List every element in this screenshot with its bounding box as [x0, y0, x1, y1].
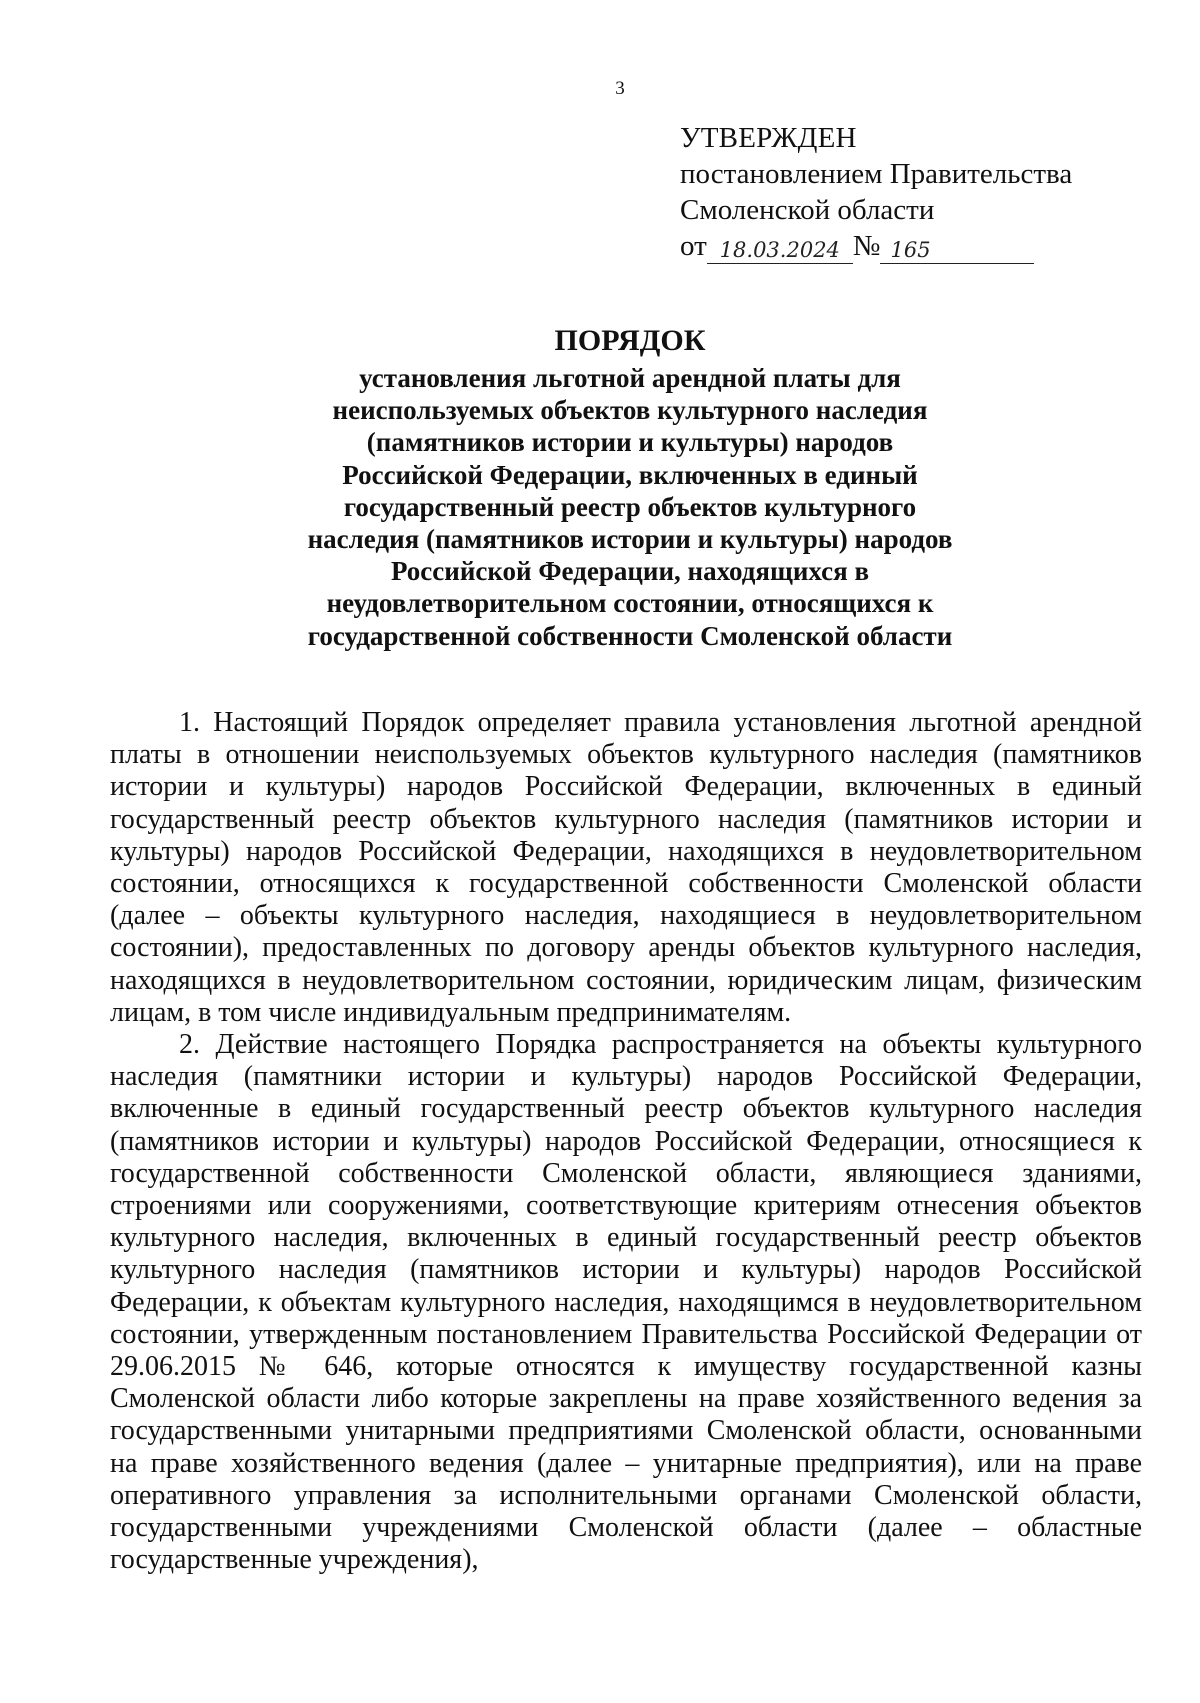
handwritten-date: 18.03.2024: [707, 237, 853, 264]
title-subtitle-line: неудовлетворительном состоянии, относящихся к: [326, 588, 934, 619]
approval-stamp-block: [680, 120, 1140, 264]
title-subtitle-line: государственной собственности Смоленской области: [307, 620, 953, 651]
page-number: 3: [615, 78, 625, 99]
title-subtitle-line: наследия (памятников истории и культуры) народов: [307, 524, 953, 555]
approval-heading: УТВЕРЖДЕН: [680, 122, 857, 154]
title-subtitle-line: Российской Федерации, включенных в единый: [342, 459, 918, 490]
approval-by-line: постановлением Правительства: [680, 158, 1073, 190]
title-subtitle-line: государственный реестр объектов культурного: [343, 491, 917, 522]
title-subtitle-line: (памятников истории и культуры) народов: [366, 427, 894, 458]
document-title: ПОРЯДОК: [554, 324, 706, 357]
approval-region-line: Смоленской области: [680, 194, 935, 226]
approval-date-line: [680, 228, 1140, 264]
title-subtitle-line: неиспользуемых объектов культурного наследия: [332, 395, 928, 426]
document-body: [110, 707, 1142, 1576]
paragraph-1: 1. Настоящий Порядок определяет правила установления льготной арендной платы в отношении неиспользуемых объектов культурного наследия (памятников истории и культуры) народов Российской Федерации, включенных в единый государственный реестр объектов культурного наследия (памятников истории и культуры) народов Российской Федерации, находящихся в неудовлетворительном состоянии, относящихся к государственной собственности Смоленской области (далее – объекты культурного наследия, находящиеся в неудовлетворительном состоянии), предоставленных по договору аренды объектов культурного наследия, находящихся в неудовлетворительном состоянии, юридическим лицам, физическим лицам, в том числе индивидуальным предпринимателям.: [110, 707, 1142, 1028]
handwritten-number: 165: [880, 237, 1034, 264]
paragraph-2: 2. Действие настоящего Порядка распространяется на объекты культурного наследия (памятники истории и культуры) народов Российской Федерации, включенные в единый государственный реестр объектов культурного наследия (памятников истории и культуры) народов Российской Федерации, относящиеся к государственной собственности Смоленской области, являющиеся зданиями, строениями или сооружениями, соответствующие критериям отнесения объектов культурного наследия, включенных в единый государственный реестр объектов культурного наследия (памятников истории и культуры) народов Российской Федерации, к объектам культурного наследия, находящимся в неудовлетворительном состоянии, утвержденным постановлением Правительства Российской Федерации от 29.06.2015 № 646, которые относятся к имуществу государственной казны Смоленской области либо которые закреплены на праве хозяйственного ведения за государственными унитарными предприятиями Смоленской области, основанными на праве хозяйственного ведения (далее – унитарные предприятия), или на праве оперативного управления за исполнительными органами Смоленской области, государственными учреждениями Смоленской области (далее – областные государственные учреждения),: [110, 1029, 1142, 1576]
title-subtitle-line: установления льготной арендной платы для: [359, 363, 901, 393]
title-subtitle-line: Российской Федерации, находящихся в: [390, 556, 870, 587]
document-title-block: [160, 322, 1100, 652]
from-label: от: [680, 230, 707, 262]
number-label: №: [852, 230, 881, 262]
